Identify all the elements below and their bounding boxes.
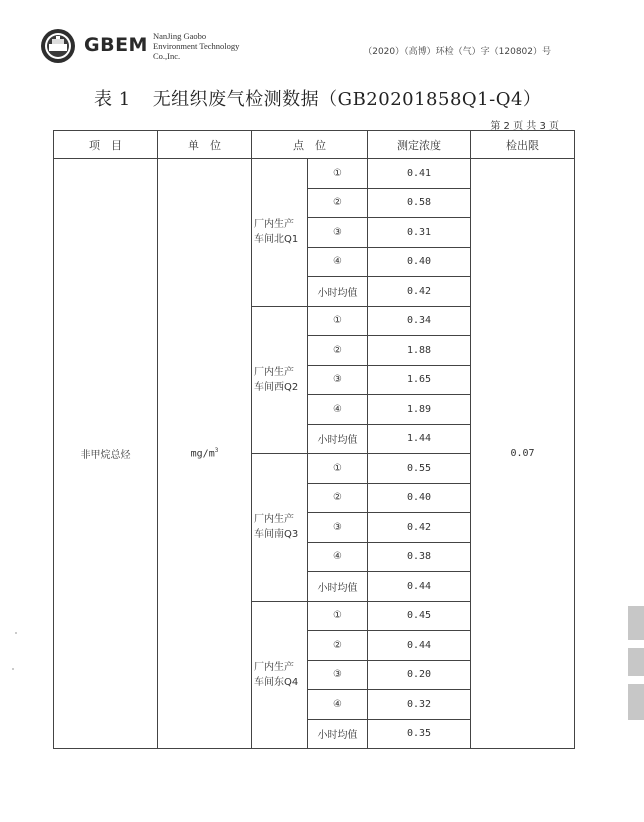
concentration-cell: 0.31 [368, 218, 471, 248]
sample-label-cell: 小时均值 [308, 277, 368, 307]
sample-label-cell: ① [308, 601, 368, 631]
sample-label-cell: ② [308, 188, 368, 218]
unit-base: mg/m [190, 448, 215, 460]
concentration-cell: 0.58 [368, 188, 471, 218]
sample-label-cell: 小时均值 [308, 424, 368, 454]
sample-label-cell: ③ [308, 513, 368, 543]
concentration-cell: 0.41 [368, 159, 471, 189]
edge-stamp-fragment [628, 606, 644, 640]
sample-label-cell: ① [308, 306, 368, 336]
header-item: 项 目 [54, 131, 158, 159]
location-line: 车间东Q4 [254, 676, 299, 688]
table-row [54, 159, 575, 189]
header-concentration: 测定浓度 [368, 131, 471, 159]
sample-label-cell: 小时均值 [308, 719, 368, 749]
company-name [153, 31, 239, 61]
sample-label-cell: ② [308, 483, 368, 513]
sample-label-cell: ④ [308, 542, 368, 572]
location-cell [252, 454, 308, 602]
concentration-cell: 0.40 [368, 483, 471, 513]
scan-speck [15, 632, 17, 634]
sample-label-cell: ② [308, 631, 368, 661]
concentration-cell: 1.44 [368, 424, 471, 454]
location-line: 车间北Q1 [254, 234, 299, 246]
concentration-cell: 1.89 [368, 395, 471, 425]
location-line: 车间南Q3 [254, 529, 299, 541]
company-name-line: Co.,Inc. [153, 51, 181, 61]
unit-superscript: 3 [214, 447, 219, 455]
concentration-cell: 0.45 [368, 601, 471, 631]
sample-label-cell: ① [308, 454, 368, 484]
concentration-cell: 0.38 [368, 542, 471, 572]
company-emblem-icon [40, 28, 76, 64]
unit-cell [158, 159, 252, 749]
concentration-cell: 0.40 [368, 247, 471, 277]
table-title-text: 无组织废气检测数据（GB20201858Q1-Q4） [152, 89, 542, 110]
sample-label-cell: ③ [308, 660, 368, 690]
concentration-cell: 1.88 [368, 336, 471, 366]
sample-label-cell: ③ [308, 365, 368, 395]
sample-label-cell: ④ [308, 247, 368, 277]
sample-label-cell: ③ [308, 218, 368, 248]
concentration-cell: 0.42 [368, 513, 471, 543]
header-unit: 单 位 [158, 131, 252, 159]
brand-logo-text: GBEM [84, 34, 148, 56]
sample-label-cell: ④ [308, 690, 368, 720]
sample-label-cell: ① [308, 159, 368, 189]
concentration-cell: 0.34 [368, 306, 471, 336]
concentration-cell: 0.44 [368, 572, 471, 602]
location-line: 厂内生产 [254, 219, 294, 231]
page-header [0, 0, 644, 80]
concentration-cell: 0.44 [368, 631, 471, 661]
scan-speck [12, 668, 14, 670]
company-name-line: NanJing Gaobo [153, 31, 207, 41]
location-line: 厂内生产 [254, 366, 294, 378]
page-counter: 第 2 页 共 3 页 [490, 121, 559, 132]
table-number: 表 1 [94, 89, 131, 110]
table-title [94, 85, 541, 111]
location-cell [252, 601, 308, 749]
location-cell [252, 159, 308, 307]
location-cell [252, 306, 308, 454]
company-name-line: Environment Technology [153, 41, 240, 51]
header-limit: 检出限 [471, 131, 575, 159]
location-line: 厂内生产 [254, 661, 294, 673]
concentration-cell: 1.65 [368, 365, 471, 395]
concentration-cell: 0.35 [368, 719, 471, 749]
sample-label-cell: ④ [308, 395, 368, 425]
concentration-cell: 0.32 [368, 690, 471, 720]
edge-stamp-fragment [628, 648, 644, 676]
item-name-cell: 非甲烷总烃 [54, 159, 158, 749]
table-header-row [54, 131, 575, 159]
report-number: （2020）（高博）环检（气）字（120802）号 [363, 47, 551, 57]
location-line: 厂内生产 [254, 514, 294, 526]
header-point: 点 位 [252, 131, 368, 159]
concentration-cell: 0.55 [368, 454, 471, 484]
concentration-cell: 0.42 [368, 277, 471, 307]
detection-limit-cell: 0.07 [471, 159, 575, 749]
emission-data-table [53, 130, 575, 749]
edge-stamp-fragment [628, 684, 644, 720]
sample-label-cell: 小时均值 [308, 572, 368, 602]
concentration-cell: 0.20 [368, 660, 471, 690]
location-line: 车间西Q2 [254, 381, 299, 393]
table-body [54, 159, 575, 749]
sample-label-cell: ② [308, 336, 368, 366]
